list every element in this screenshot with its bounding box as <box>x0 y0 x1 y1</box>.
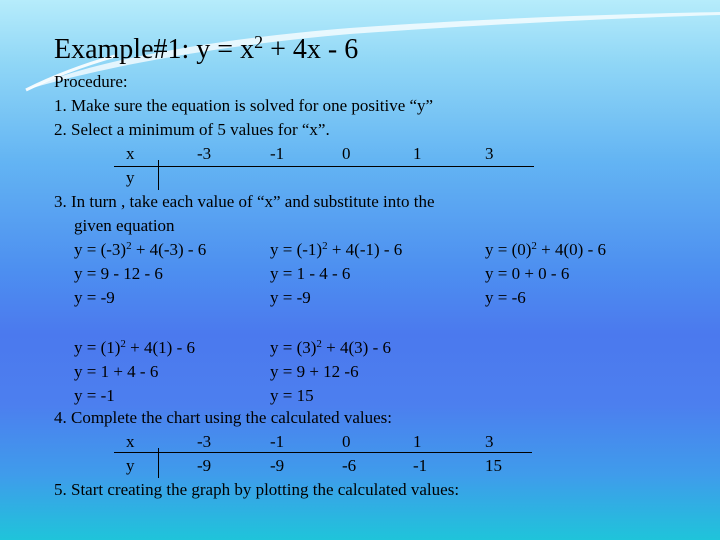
table2-divider-line <box>114 452 532 453</box>
table2-y-value: 15 <box>485 456 502 475</box>
work-result: y = -1 <box>74 386 115 405</box>
step-1-text: 1. Make sure the equation is solved for one positive “y” <box>54 96 434 115</box>
table2-x-value: 3 <box>485 432 494 451</box>
table1-x-value: -3 <box>197 144 212 163</box>
work-result: y = -6 <box>485 288 526 307</box>
table2-y-value: -9 <box>270 456 285 475</box>
work-line: $y = (1)^2 + 4(1) - 6$ <box>74 338 195 357</box>
table1-x-value: 0 <box>342 144 351 163</box>
table2-x-value: -3 <box>197 432 212 451</box>
work-line: y = 0 + 0 - 6 <box>485 264 570 283</box>
table2-vertical-line <box>158 448 159 478</box>
slide-title: Example#1: $y = x^2 + 4x - 6$ <box>54 32 359 65</box>
step-2-text: 2. Select a minimum of 5 values for “x”. <box>54 120 330 139</box>
work-line: y = 1 - 4 - 6 <box>270 264 351 283</box>
step-3-continued: given equation <box>74 216 175 235</box>
work-result: y = -9 <box>270 288 311 307</box>
table2-x-value: -1 <box>270 432 285 451</box>
step-3-text: 3. In turn , take each value of “x” and substitute into the <box>54 192 435 211</box>
table2-x-label: x <box>126 432 135 451</box>
table2-y-value: -1 <box>413 456 428 475</box>
table2-y-value: -9 <box>197 456 212 475</box>
table1-x-value: -1 <box>270 144 285 163</box>
work-line: y = 9 - 12 - 6 <box>74 264 163 283</box>
table2-y-label: y <box>126 456 135 475</box>
table2-x-value: 0 <box>342 432 351 451</box>
table1-x-value: 1 <box>413 144 422 163</box>
work-line: $y = (3)^2 + 4(3) - 6$ <box>270 338 391 357</box>
work-line: y = 1 + 4 - 6 <box>74 362 159 381</box>
work-line: $y = (-3)^2 + 4(-3) - 6$ <box>74 240 207 259</box>
step-4-text: 4. Complete the chart using the calculated values: <box>54 408 392 427</box>
table2-y-value: -6 <box>342 456 357 475</box>
work-line: $y = (0)^2 + 4(0) - 6$ <box>485 240 606 259</box>
table1-y-label: y <box>126 168 135 187</box>
table2-x-value: 1 <box>413 432 422 451</box>
step-5-text: 5. Start creating the graph by plotting the calculated values: <box>54 480 460 499</box>
table1-vertical-line <box>158 160 159 190</box>
work-result: y = 15 <box>270 386 314 405</box>
table1-divider-line <box>114 166 534 167</box>
work-result: y = -9 <box>74 288 115 307</box>
work-line: $y = (-1)^2 + 4(-1) - 6$ <box>270 240 403 259</box>
work-line: y = 9 + 12 -6 <box>270 362 359 381</box>
table1-x-label: x <box>126 144 135 163</box>
table1-x-value: 3 <box>485 144 494 163</box>
procedure-label: Procedure: <box>54 72 128 91</box>
